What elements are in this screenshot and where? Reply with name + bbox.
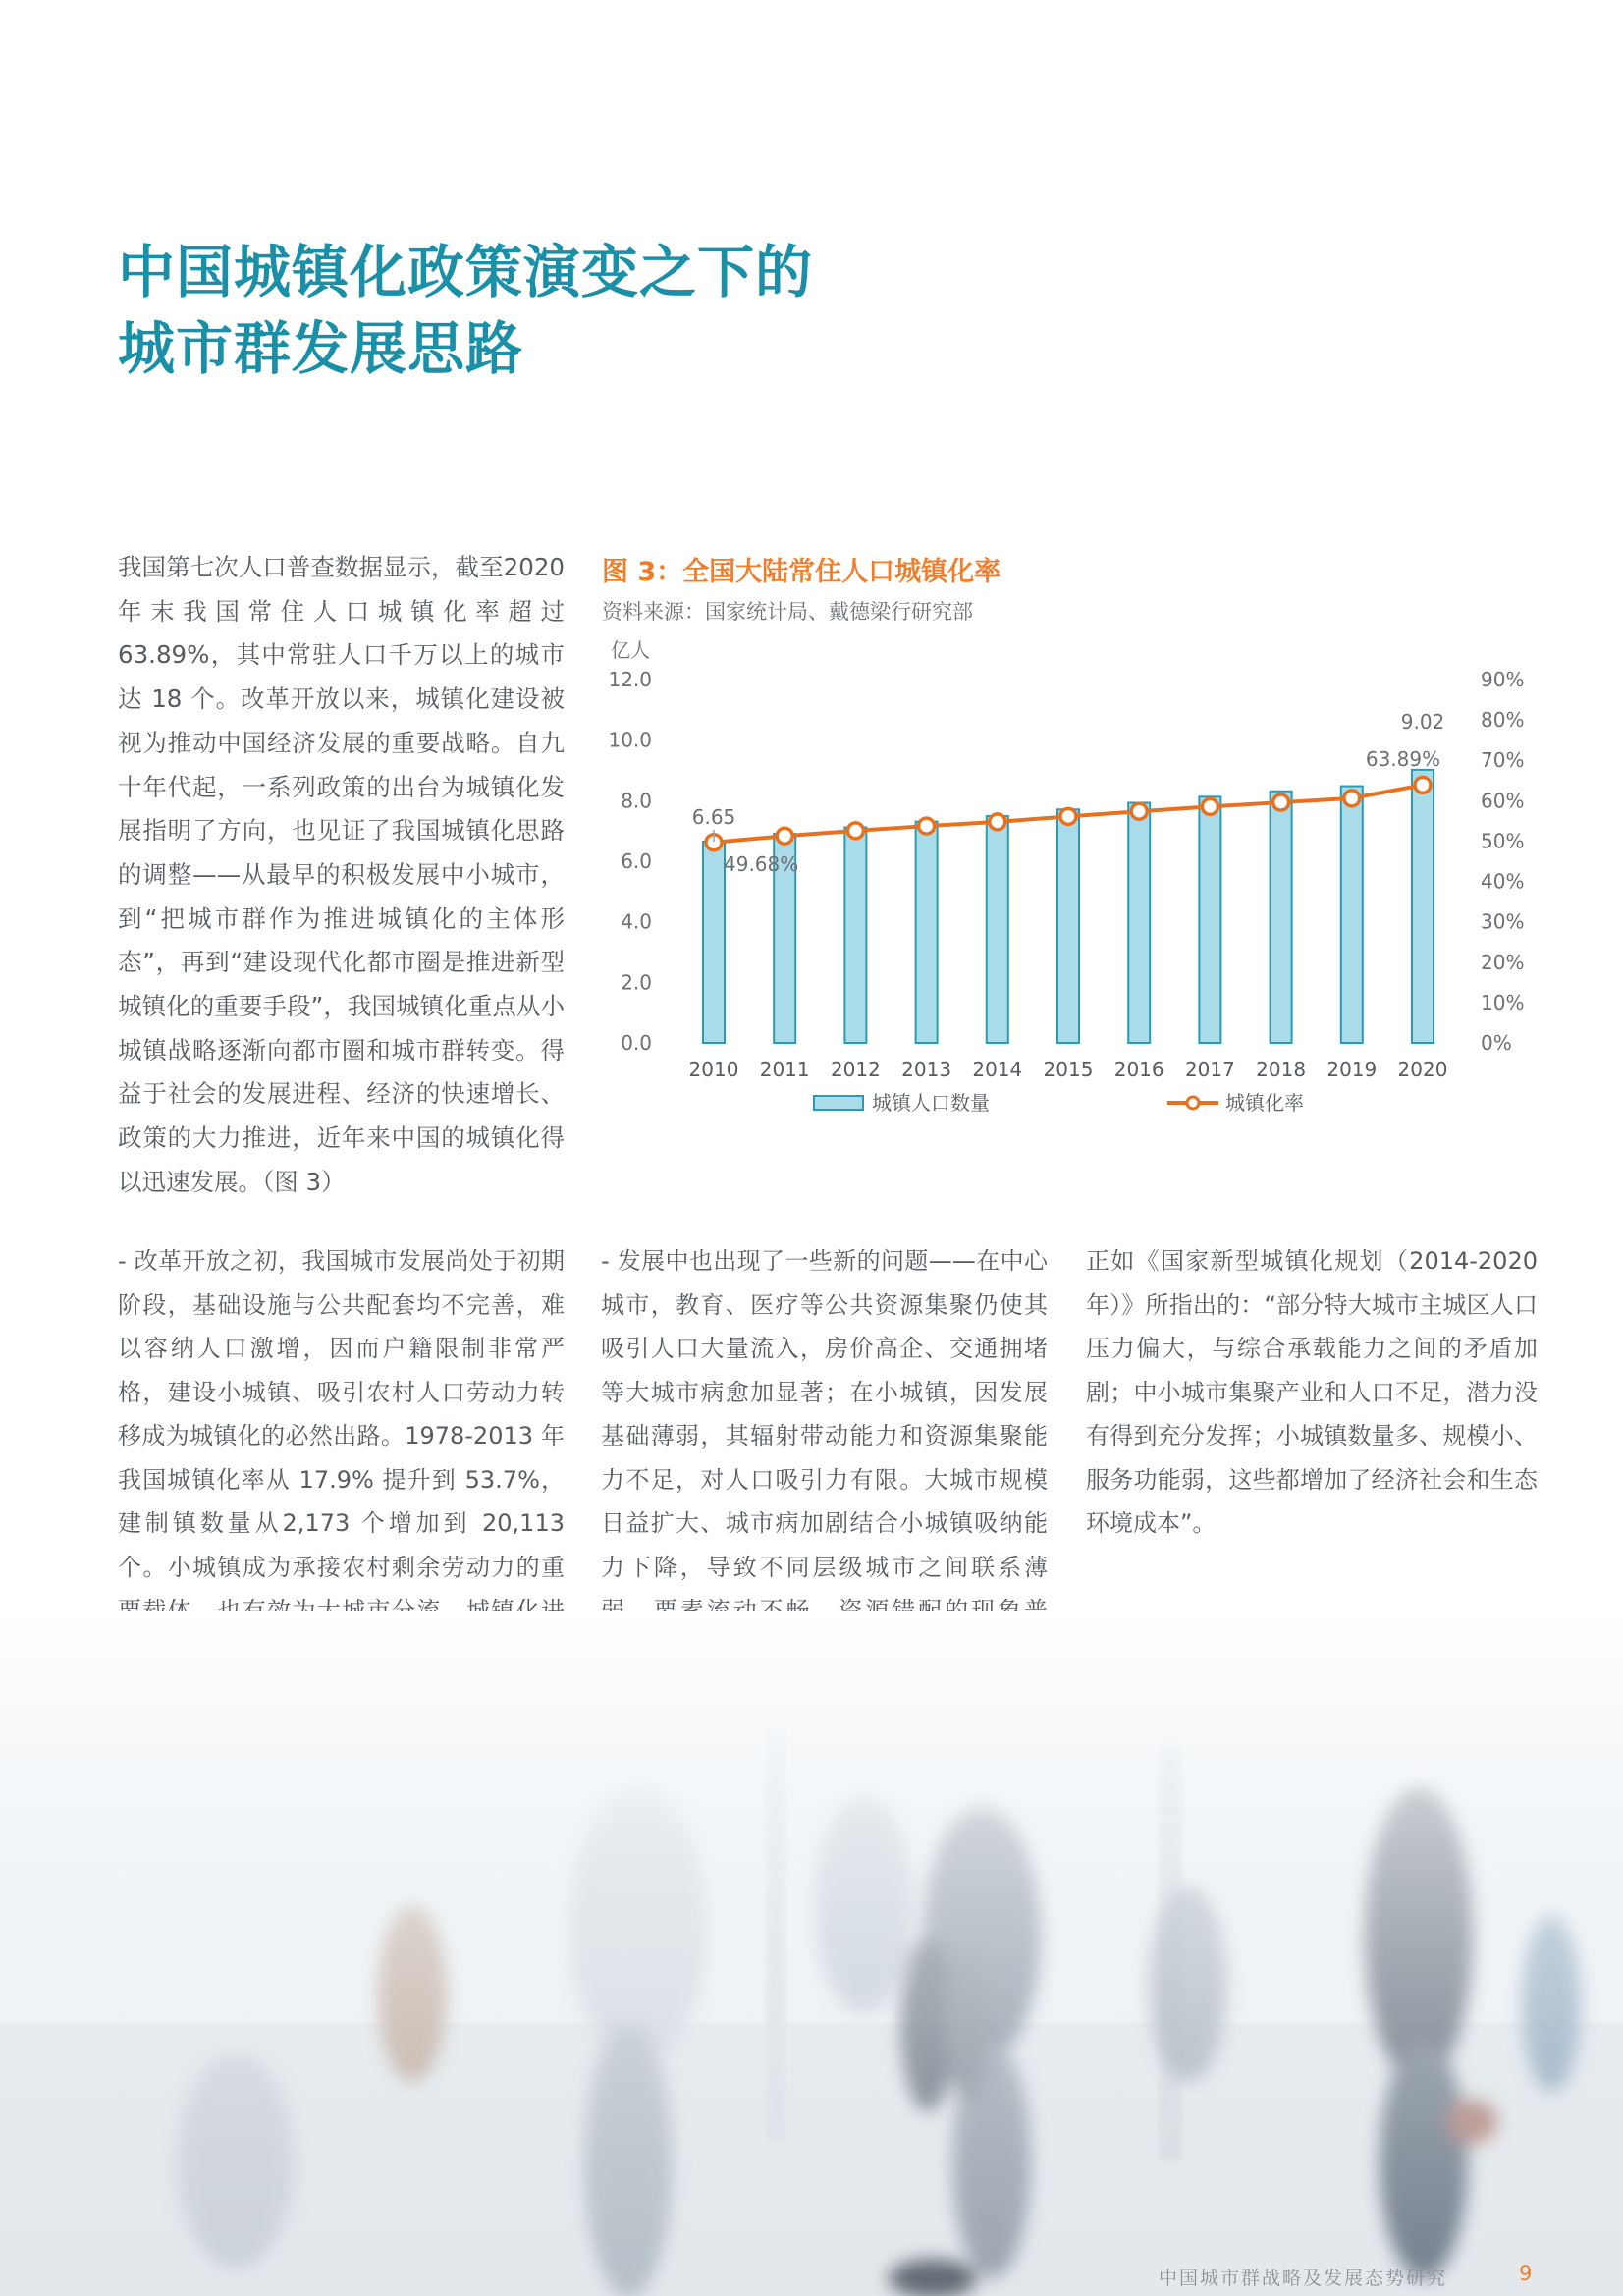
x-axis-tick: 2017 xyxy=(1184,1058,1235,1081)
intro-paragraph: 我国第七次人口普查数据显示，截至2020 年末我国常住人口城镇化率超过63.89%，其中常驻人口千万以上的城市达 18 个。改革开放以来，城镇化建设被视为推动中国经济发展的重要战略。自九十年代起，一系列政策的出台为城镇化发展指明了方向，也见证了我国城镇化思路的调整——从最早的积极发展中小城市，到“把城市群作为推进城镇化的主体形态”，再到“建设现代化都市圈是推进新型城镇化的重要手段”，我国城镇化重点从小城镇战略逐渐向都市圈和城市群转变。得益于社会的发展进程、经济的快速增长、政策的大力推进，近年来中国的城镇化得以迅速发展。（图 3） xyxy=(118,553,565,1196)
x-axis-tick: 2013 xyxy=(901,1058,952,1081)
bar-urban-population xyxy=(1057,809,1079,1043)
legend-line-label: 城镇化率 xyxy=(1225,1091,1304,1115)
right-axis-tick: 80% xyxy=(1481,708,1525,733)
left-axis-tick: 6.0 xyxy=(621,849,652,873)
x-axis-tick: 2020 xyxy=(1397,1058,1448,1081)
page-number: 9 xyxy=(1519,2262,1533,2285)
left-axis-tick: 10.0 xyxy=(608,728,652,752)
urbanization-rate-point xyxy=(990,814,1005,830)
right-axis-tick: 10% xyxy=(1481,990,1525,1014)
urbanization-rate-point xyxy=(847,823,863,839)
figure-title: 图 3：全国大陆常住人口城镇化率 xyxy=(602,557,1001,587)
annotation-2020-population: 9.02 xyxy=(1400,709,1445,734)
right-axis-tick: 50% xyxy=(1481,829,1525,853)
x-axis-tick: 2014 xyxy=(972,1058,1023,1081)
right-axis-tick: 40% xyxy=(1481,869,1525,894)
left-axis-label: 亿人 xyxy=(611,638,650,662)
x-axis-tick: 2011 xyxy=(759,1058,810,1081)
urbanization-chart xyxy=(589,629,1525,1139)
x-axis-tick: 2019 xyxy=(1326,1058,1378,1081)
urbanization-rate-point xyxy=(1344,791,1360,806)
urbanization-rate-point xyxy=(1131,803,1147,819)
x-axis-tick: 2012 xyxy=(830,1058,881,1081)
left-axis-tick: 0.0 xyxy=(621,1031,652,1055)
urbanization-rate-point xyxy=(777,828,792,844)
urbanization-rate-point xyxy=(1202,798,1217,814)
urbanization-rate-point xyxy=(1273,794,1289,810)
figure-source: 资料来源：国家统计局、戴德梁行研究部 xyxy=(602,600,973,624)
right-axis-tick: 0% xyxy=(1481,1031,1512,1055)
legend-bar-swatch xyxy=(814,1096,863,1110)
left-axis-tick: 4.0 xyxy=(621,909,652,934)
x-axis-tick: 2016 xyxy=(1113,1058,1164,1081)
right-axis-tick: 20% xyxy=(1481,950,1525,974)
right-axis-tick: 70% xyxy=(1481,748,1525,773)
x-axis-tick: 2015 xyxy=(1043,1058,1094,1081)
right-axis-tick: 60% xyxy=(1481,789,1525,813)
urbanization-rate-point xyxy=(1060,808,1076,824)
footer-report-title: 中国城市群战略及发展态势研究 xyxy=(1159,2268,1448,2289)
page-title xyxy=(118,234,813,387)
bar-urban-population xyxy=(987,816,1008,1043)
annotation-2010-rate: 49.68% xyxy=(724,851,799,876)
left-axis-tick: 2.0 xyxy=(621,970,652,995)
x-axis-tick: 2010 xyxy=(688,1058,739,1081)
column-3-paragraph: 正如《国家新型城镇化规划（2014-2020年）》所指出的：“部分特大城市主城区人口压力偏大，与综合承载能力之间的矛盾加剧；中小城市集聚产业和人口不足，潜力没有得到充分发挥；小城镇数量多、规模小、服务功能弱，这些都增加了经济社会和生态环境成本”。 xyxy=(1086,1247,1538,1537)
urbanization-rate-point xyxy=(1415,777,1431,793)
column-2-paragraph: - 发展中也出现了一些新的问题——在中心城市，教育、医疗等公共资源集聚仍使其吸引人口大量流入，房价高企、交通拥堵等大城市病愈加显著；在小城镇，因发展基础薄弱，其辐射带动能力和资源集聚能力不足，对人口吸引力有限。大城市规模日益扩大、城市病加剧结合小城镇吸纳能力下降，导致不同层级城市之间联系薄 xyxy=(601,1247,1048,1581)
bar-urban-population xyxy=(916,822,938,1043)
page-title-line-2: 城市群发展思路 xyxy=(118,315,524,382)
x-axis-tick: 2018 xyxy=(1256,1058,1307,1081)
legend-bar-label: 城镇人口数量 xyxy=(872,1091,990,1115)
right-axis-tick: 90% xyxy=(1481,668,1525,691)
legend-line-marker xyxy=(1187,1097,1199,1109)
annotation-2020-rate: 63.89% xyxy=(1365,746,1441,771)
right-axis-tick: 30% xyxy=(1481,909,1525,934)
bar-urban-population xyxy=(1412,770,1434,1043)
bar-urban-population xyxy=(703,842,725,1043)
bar-urban-population xyxy=(1271,792,1292,1043)
left-axis-tick: 12.0 xyxy=(608,668,652,691)
bar-urban-population xyxy=(1128,802,1150,1043)
page-title-line-1: 中国城镇化政策演变之下的 xyxy=(118,239,814,305)
bar-urban-population xyxy=(1341,787,1363,1043)
annotation-2010-population: 6.65 xyxy=(691,804,736,829)
crowd-background-photo xyxy=(0,1611,1623,2296)
bar-urban-population xyxy=(1199,796,1220,1043)
urbanization-rate-point xyxy=(919,818,935,834)
left-axis-tick: 8.0 xyxy=(621,789,652,813)
bar-urban-population xyxy=(844,827,866,1043)
column-1-paragraph: - 改革开放之初，我国城市发展尚处于初期阶段，基础设施与公共配套均不完善，难以容纳人口激增，因而户籍限制非常严格，建设小城镇、吸引农村人口劳动力转移成为城镇化的必然出路。1978-2013 年我国城镇化率从 17.9% 提升到 53.7%，建制镇数量从2,173 个增加到 20,113 个。小城镇成为承接农村剩余劳动力的重 xyxy=(118,1247,565,1581)
